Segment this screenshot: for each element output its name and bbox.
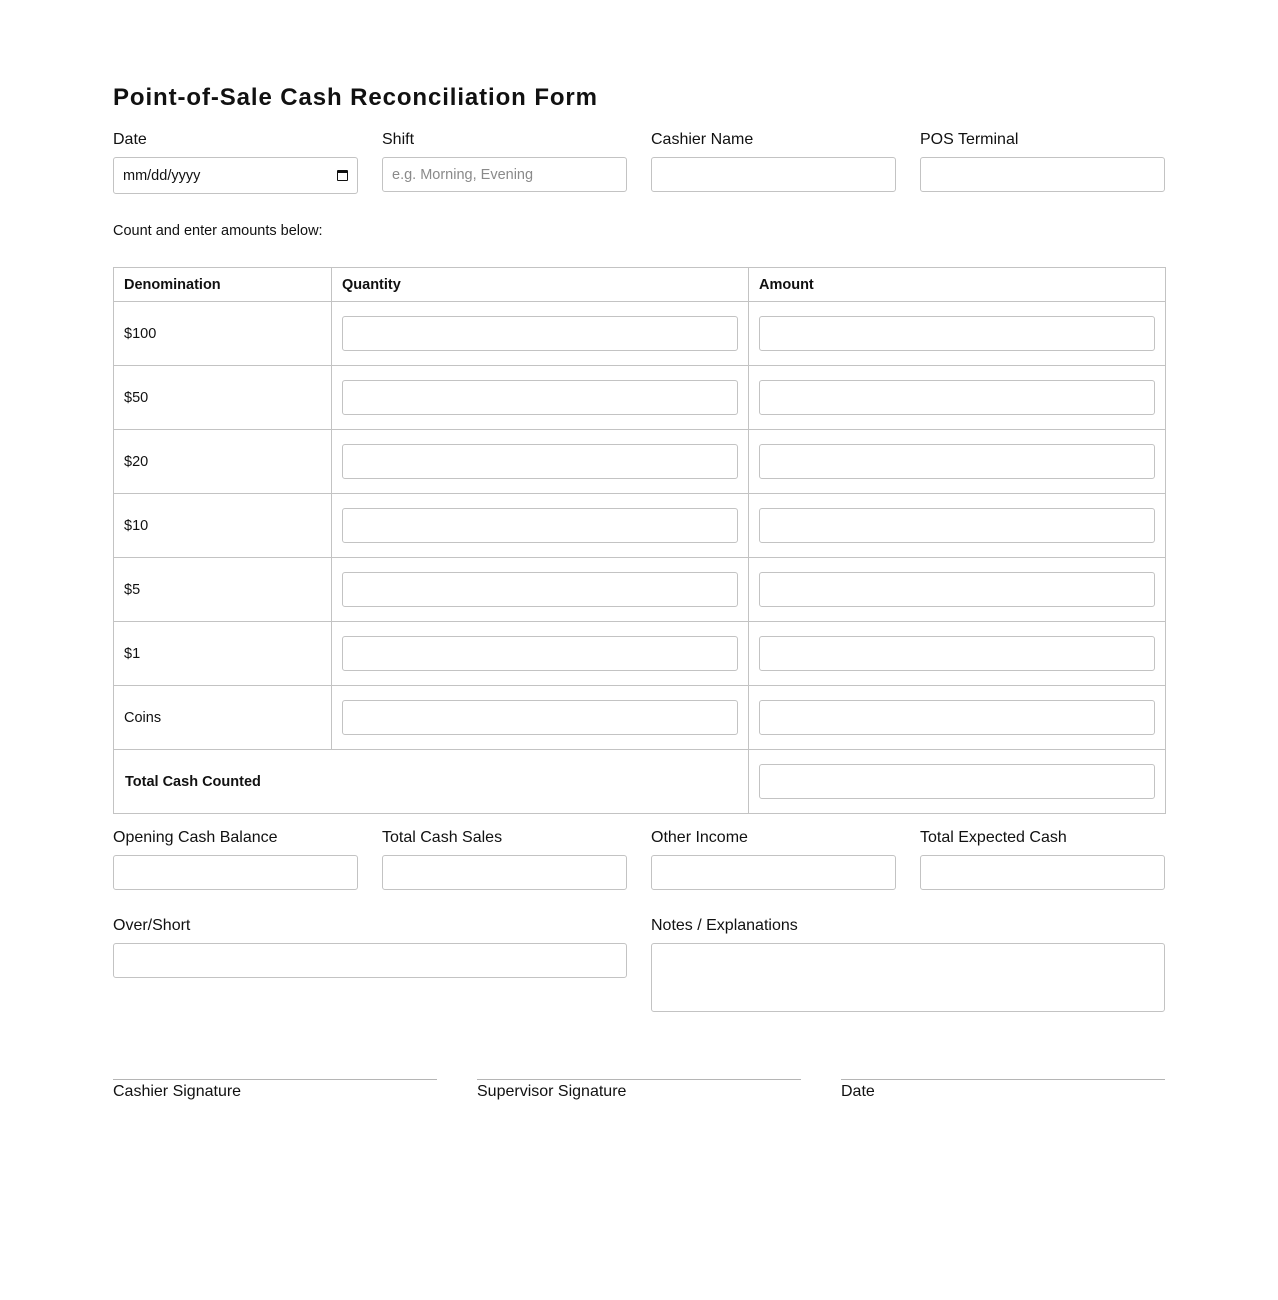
quantity-input-100[interactable] — [342, 316, 738, 351]
supervisor-signature-line[interactable] — [477, 1079, 801, 1080]
pos-terminal-label: POS Terminal — [920, 131, 1019, 148]
cashier-name-input[interactable] — [651, 157, 896, 192]
total-expected-cash-input[interactable] — [920, 855, 1165, 890]
notes-textarea[interactable] — [651, 943, 1165, 1012]
table-header-row — [114, 268, 1166, 302]
total-cash-counted-label: Total Cash Counted — [114, 750, 749, 814]
denomination-cell: $1 — [114, 622, 332, 686]
other-income-input[interactable] — [651, 855, 896, 890]
shift-label: Shift — [382, 131, 415, 148]
over-short-label: Over/Short — [113, 917, 191, 934]
amount-input-100[interactable] — [759, 316, 1155, 351]
cash-count-table — [113, 267, 1166, 814]
signature-date-label: Date — [841, 1083, 875, 1100]
denomination-cell: $5 — [114, 558, 332, 622]
table-row — [114, 686, 1166, 750]
total-cash-counted-input[interactable] — [759, 764, 1155, 799]
cashier-name-label: Cashier Name — [651, 131, 754, 148]
denomination-cell: $10 — [114, 494, 332, 558]
column-header-quantity: Quantity — [332, 268, 749, 302]
amount-input-coins[interactable] — [759, 700, 1155, 735]
total-cash-sales-label: Total Cash Sales — [382, 829, 503, 846]
denomination-cell: Coins — [114, 686, 332, 750]
other-income-label: Other Income — [651, 829, 748, 846]
quantity-input-5[interactable] — [342, 572, 738, 607]
table-row — [114, 366, 1166, 430]
quantity-input-10[interactable] — [342, 508, 738, 543]
page-title: Point-of-Sale Cash Reconciliation Form — [113, 84, 598, 111]
date-label: Date — [113, 131, 147, 148]
supervisor-signature-label: Supervisor Signature — [477, 1083, 627, 1100]
column-header-denomination: Denomination — [114, 268, 332, 302]
cashier-signature-label: Cashier Signature — [113, 1083, 242, 1100]
opening-cash-balance-input[interactable] — [113, 855, 358, 890]
instruction-text: Count and enter amounts below: — [113, 223, 323, 239]
calendar-icon[interactable] — [337, 170, 348, 181]
denomination-cell: $100 — [114, 302, 332, 366]
over-short-input[interactable] — [113, 943, 627, 978]
shift-placeholder: e.g. Morning, Evening — [392, 166, 534, 183]
total-expected-cash-label: Total Expected Cash — [920, 829, 1067, 846]
column-header-amount: Amount — [749, 268, 1166, 302]
amount-input-50[interactable] — [759, 380, 1155, 415]
date-value: mm/dd/yyyy — [123, 167, 201, 184]
amount-input-10[interactable] — [759, 508, 1155, 543]
signature-date-line[interactable] — [841, 1079, 1165, 1080]
total-row — [114, 750, 1166, 814]
denomination-cell: $20 — [114, 430, 332, 494]
quantity-input-20[interactable] — [342, 444, 738, 479]
total-cash-sales-input[interactable] — [382, 855, 627, 890]
amount-input-5[interactable] — [759, 572, 1155, 607]
table-row — [114, 622, 1166, 686]
quantity-input-50[interactable] — [342, 380, 738, 415]
pos-terminal-input[interactable] — [920, 157, 1165, 192]
table-row — [114, 430, 1166, 494]
quantity-input-coins[interactable] — [342, 700, 738, 735]
shift-input[interactable] — [382, 157, 627, 192]
denomination-cell: $50 — [114, 366, 332, 430]
amount-input-1[interactable] — [759, 636, 1155, 671]
table-row — [114, 558, 1166, 622]
date-input[interactable] — [113, 157, 358, 194]
notes-label: Notes / Explanations — [651, 917, 798, 934]
cashier-signature-line[interactable] — [113, 1079, 437, 1080]
opening-cash-balance-label: Opening Cash Balance — [113, 829, 278, 846]
table-row — [114, 302, 1166, 366]
amount-input-20[interactable] — [759, 444, 1155, 479]
quantity-input-1[interactable] — [342, 636, 738, 671]
table-row — [114, 494, 1166, 558]
